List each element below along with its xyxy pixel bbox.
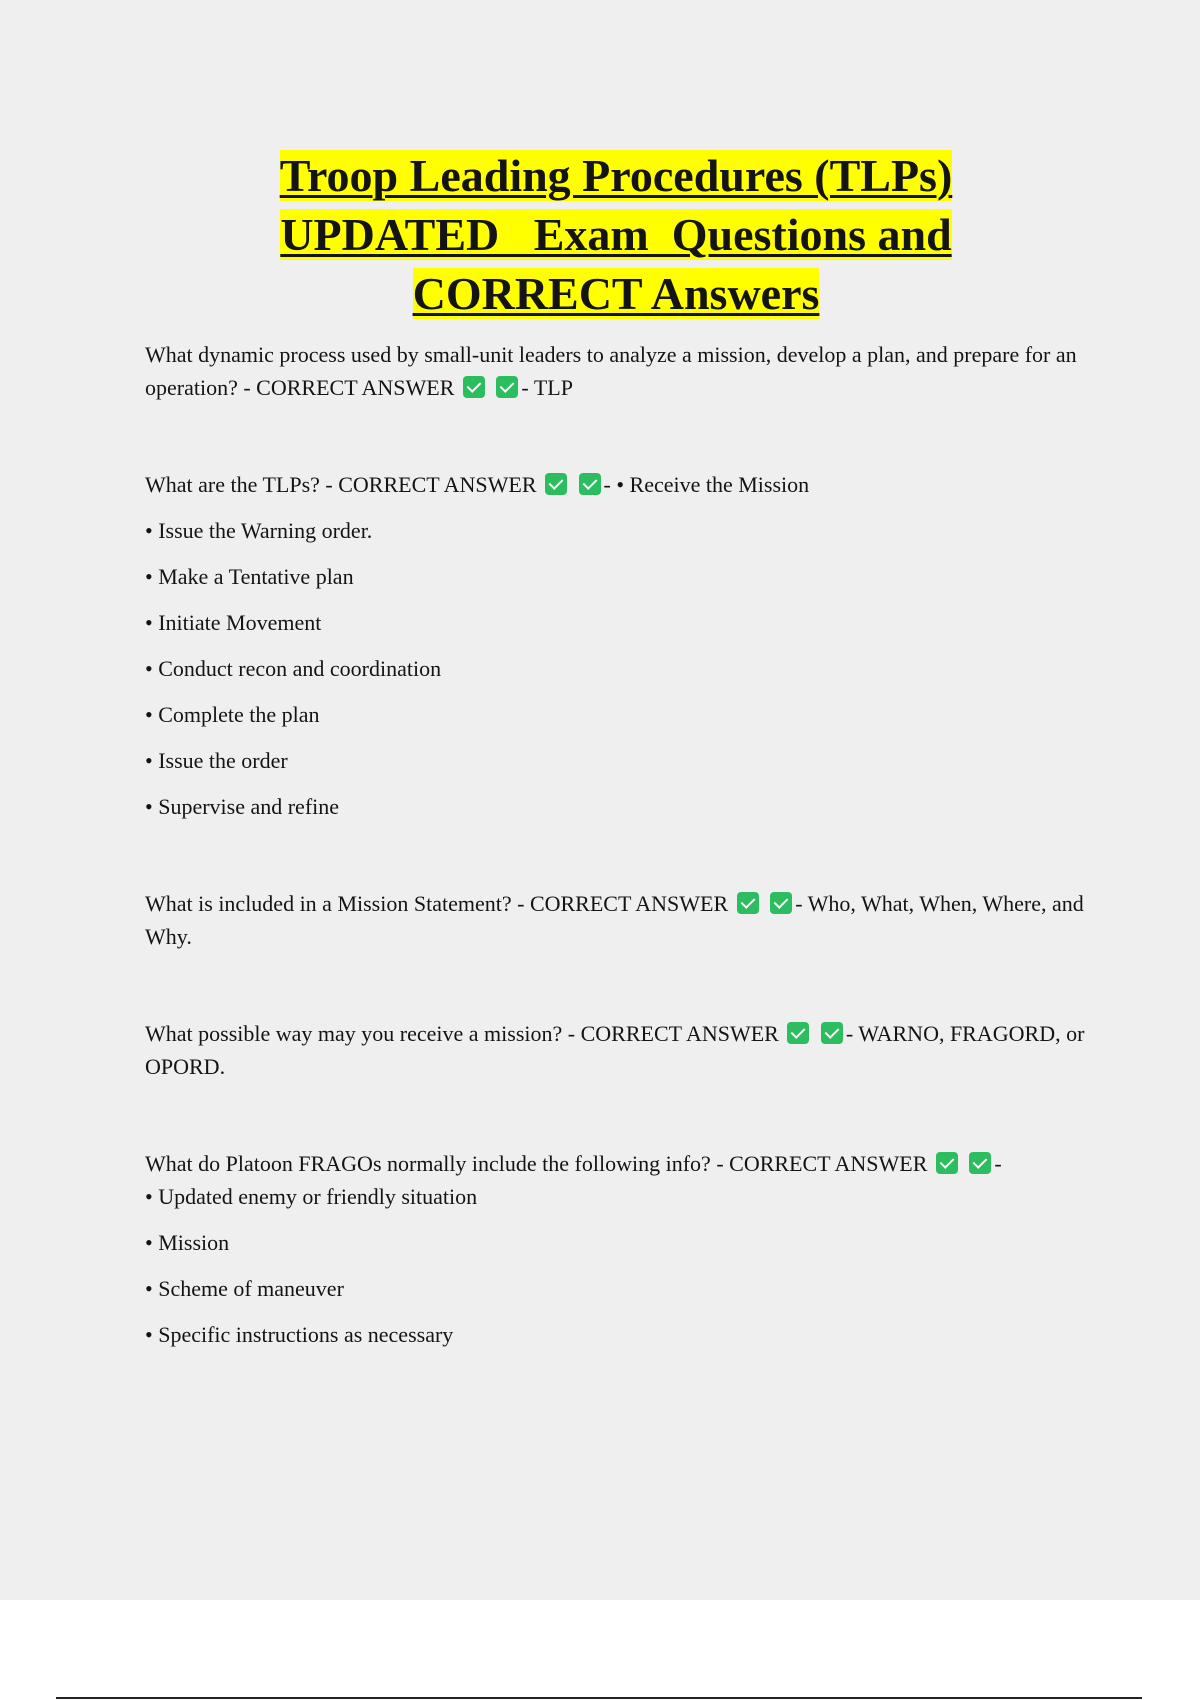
list-item: • Specific instructions as necessary	[145, 1322, 454, 1347]
qa-text	[145, 468, 1085, 501]
list-item: • Scheme of maneuver	[145, 1276, 344, 1301]
check-mark-icon	[737, 892, 759, 914]
list-item: • Conduct recon and coordination	[145, 656, 442, 681]
list-item: • Supervise and refine	[145, 794, 340, 819]
question-text: What do Platoon FRAGOs normally include the following info? -	[145, 1151, 730, 1176]
answer-text: - WARNO, FRAGORD, or OPORD.	[145, 1021, 1085, 1079]
answer-text: - • Receive the Mission	[603, 472, 810, 497]
page-footer-area	[0, 1600, 1200, 1700]
qa-item-3	[145, 887, 1085, 953]
question-text: What is included in a Mission Statement? -	[145, 891, 530, 916]
check-mark-icon	[821, 1022, 843, 1044]
footer-divider	[56, 1697, 1142, 1699]
answer-label: CORRECT ANSWER	[729, 1151, 928, 1176]
answer-label: CORRECT ANSWER	[580, 1021, 779, 1046]
check-mark-icon	[545, 473, 567, 495]
answer-label: CORRECT ANSWER	[256, 375, 455, 400]
qa-text	[145, 1017, 1085, 1083]
list-item: • Mission	[145, 1230, 230, 1255]
check-mark-icon	[770, 892, 792, 914]
answer-text: - TLP	[521, 375, 573, 400]
check-mark-icon	[936, 1152, 958, 1174]
list-item: • Make a Tentative plan	[145, 564, 354, 589]
list-item: • Complete the plan	[145, 702, 320, 727]
question-text: What possible way may you receive a mission? -	[145, 1021, 581, 1046]
qa-item-2	[145, 468, 1085, 823]
qa-item-5	[145, 1147, 1085, 1351]
check-mark-icon	[463, 376, 485, 398]
document-body	[145, 338, 1085, 1415]
question-text: What are the TLPs? -	[145, 472, 339, 497]
title-line-1: Troop Leading Procedures (TLPs)	[279, 150, 953, 201]
title-line-3: CORRECT Answers	[412, 268, 820, 319]
qa-item-4	[145, 1017, 1085, 1083]
list-item: • Issue the Warning order.	[145, 518, 373, 543]
answer-label: CORRECT ANSWER	[338, 472, 537, 497]
answer-text: -	[994, 1151, 1002, 1176]
check-mark-icon	[579, 473, 601, 495]
list-item: • Updated enemy or friendly situation	[145, 1184, 478, 1209]
qa-text	[145, 887, 1085, 953]
answer-text: - Who, What, When, Where, and Why.	[145, 891, 1084, 949]
qa-text	[145, 1147, 1085, 1180]
title-line-2: UPDATED Exam Questions and	[280, 209, 952, 260]
qa-item-1	[145, 338, 1085, 404]
check-mark-icon	[787, 1022, 809, 1044]
list-item: • Issue the order	[145, 748, 288, 773]
qa-text	[145, 338, 1085, 404]
question-text: What dynamic process used by small-unit leaders to analyze a mission, develop a plan, and prepare for an operation? -	[145, 342, 1077, 400]
answer-label: CORRECT ANSWER	[529, 891, 729, 916]
check-mark-icon	[969, 1152, 991, 1174]
check-mark-icon	[496, 376, 518, 398]
answer-list	[145, 1180, 1085, 1351]
document-title	[180, 146, 1052, 323]
list-item: • Initiate Movement	[145, 610, 322, 635]
answer-list	[145, 514, 1085, 823]
